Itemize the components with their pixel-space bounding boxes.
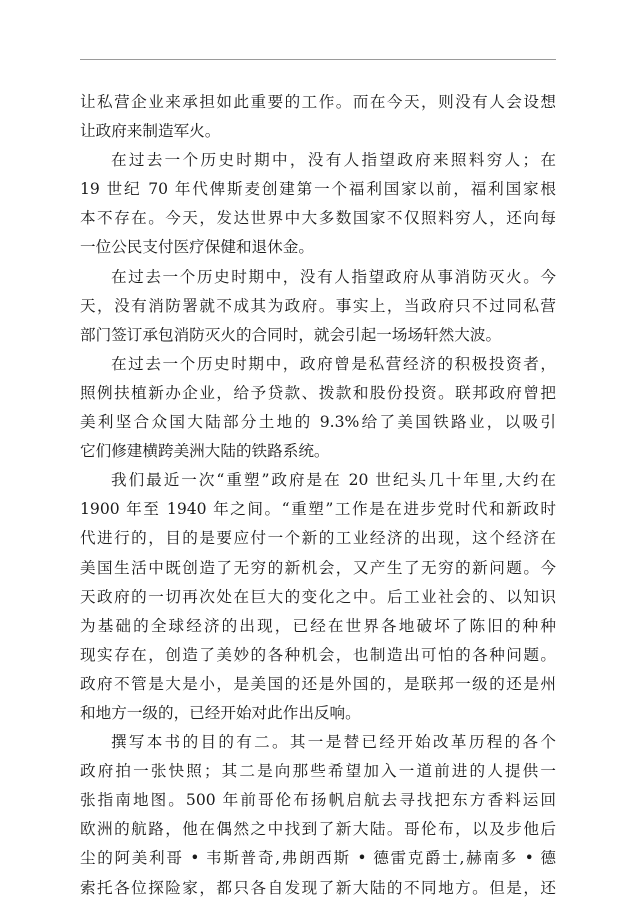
text-line: 政府拍一张快照；其二是向那些希望加入一道前进的人提供一: [80, 762, 556, 781]
text-line: 本不存在。今天，发达世界中大多数国家不仅照料穷人，还向每: [80, 209, 556, 228]
body-text: [80, 88, 556, 903]
text-line: 撰写本书的目的有二。其一是替已经开始改革历程的各个: [111, 733, 556, 752]
text-line: 它们修建横跨美洲大陆的铁路系统。: [80, 442, 330, 461]
text-line: 天政府的一切再次处在巨大的变化之中。后工业社会的、以知识: [80, 587, 556, 606]
text-line: 我们最近一次“重塑”政府是在 20 世纪头几十年里,大约在: [111, 471, 556, 490]
text-line: 照例扶植新办企业，给予贷款、拨款和股份投资。联邦政府曾把: [80, 383, 556, 402]
text-line: 让政府来制造军火。: [80, 122, 221, 141]
text-line: 1900 年至 1940 年之间。“重塑”工作是在进步党时代和新政时: [80, 500, 556, 519]
text-line: 在过去一个历史时期中，政府曾是私营经济的积极投资者，: [111, 354, 556, 373]
text-line: 张指南地图。500 年前哥伦布扬帆启航去寻找把东方香料运回: [80, 791, 556, 810]
text-line: 欧洲的航路，他在偶然之中找到了新大陆。哥伦布，以及步他后: [80, 820, 556, 839]
header-rule: [80, 59, 556, 60]
text-line: 美利坚合众国大陆部分土地的 9.3%给了美国铁路业，以吸引: [80, 413, 556, 432]
text-line: 让私营企业来承担如此重要的工作。而在今天，则没有人会设想: [80, 93, 556, 111]
text-line: 代进行的，目的是要应付一个新的工业经济的出现，这个经济在: [80, 529, 556, 548]
text-line: 美国生活中既创造了无穷的新机会，又产生了无穷的新问题。今: [80, 558, 556, 577]
text-line: 19 世纪 70 年代俾斯麦创建第一个福利国家以前，福利国家根: [80, 180, 556, 199]
text-line: 在过去一个历史时期中，没有人指望政府来照料穷人；在: [111, 151, 556, 170]
text-line: 在过去一个历史时期中，没有人指望政府从事消防灭火。今: [111, 267, 556, 286]
text-line: 尘的阿美利哥 • 韦斯普奇,弗朗西斯 • 德雷克爵士,赫南多 • 德: [80, 849, 556, 868]
text-line: 天，没有消防署就不成其为政府。事实上，当政府只不过同私营: [80, 296, 556, 315]
text-line: 部门签订承包消防灭火的合同时，就会引起一场场轩然大波。: [80, 325, 502, 344]
text-line: 为基础的全球经济的出现，已经在世界各地破坏了陈旧的种种: [80, 616, 556, 635]
text-line: 一位公民支付医疗保健和退休金。: [80, 238, 314, 257]
text-line: 政府不管是大是小，是美国的还是外国的，是联邦一级的还是州: [80, 674, 556, 693]
text-line: 索托各位探险家，都只各自发现了新大陆的不同地方。但是，还: [80, 878, 556, 897]
text-line: 现实存在，创造了美妙的各种机会，也制造出可怕的各种问题。: [80, 645, 556, 664]
text-line: 和地方一级的，已经开始对此作出反响。: [80, 703, 361, 722]
